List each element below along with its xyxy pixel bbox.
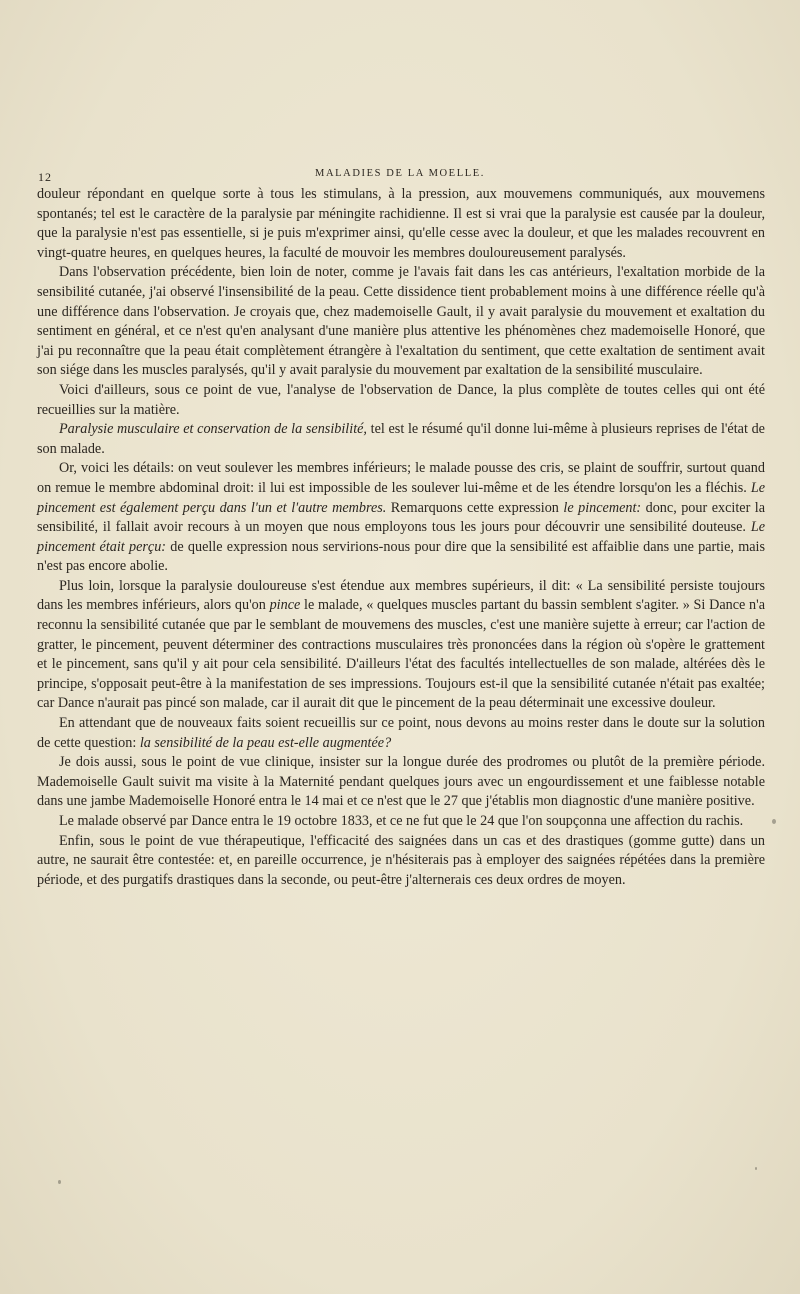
italic-text: la sensibilité de la peau est-elle augmentée? bbox=[139, 734, 392, 751]
paragraph bbox=[37, 832, 765, 891]
text-run: de quelle expression nous servirions-nous pour dire que la sensibilité est affaiblie dans une partie, mais n'est pas encore abolie. bbox=[37, 538, 765, 575]
text-run: Remarquons cette expression bbox=[386, 499, 564, 516]
italic-text: Paralysie musculaire et conservation de la sensibilité, bbox=[59, 421, 367, 438]
ink-speck bbox=[58, 1180, 61, 1184]
text-run: tel est le résumé qu'il donne lui-même à plusieurs reprises de l'état de son malade. bbox=[37, 421, 765, 457]
paragraph bbox=[37, 263, 765, 381]
italic-text: Le pincement était perçu: bbox=[37, 519, 765, 555]
paragraph bbox=[37, 577, 765, 714]
running-title: MALADIES DE LA MOELLE. bbox=[315, 168, 485, 179]
italic-text: le pincement: bbox=[563, 499, 642, 516]
text-run: Je dois aussi, sous le point de vue clinique, insister sur la longue durée des prodromes ou plutôt de la première période. Mademoiselle Gault suivit ma visite à la Maternité pendant quelques jours avec un engourdissement et une faiblesse notable dans une jambe Mademoiselle Honoré entra le 14 mai et ce n'est que le 27 que j'établis mon diagnostic d'une manière positive. bbox=[37, 754, 765, 810]
text-run: Enfin, sous le point de vue thérapeutique, l'efficacité des saignées dans un cas et des drastiques (gomme gutte) dans un autre, ne saurait être contestée: et, en pareille occurrence, je n'hésiterais pas à employer des saignées répétées dans la première période, et des purgatifs drastiques dans la seconde, ou peut-être j'alternerais ces deux ordres de moyen. bbox=[37, 832, 765, 888]
text-run: Dans l'observation précédente, bien loin de noter, comme je l'avais fait dans les cas antérieurs, l'exaltation morbide de la sensibilité cutanée, j'ai observé l'insensibilité de la peau. Cette dissidence tient probablement moins à une différence réelle qu'à une différence dans l'observation. Je croyais que, chez mademoiselle Gault, il y avait paralysie du mouvement et exaltation du sentiment en général, et ce n'est qu'en analysant d'une manière plus attentive les phénomènes chez mademoiselle Honoré, que j'ai pu reconnaître que la peau était complètement étrangère à l'exaltation du sentiment, que cette exaltation de sentiment avait son siége dans les muscles paralysés, qu'il y avait paralysie du mouvement par exaltation de la sensibilité musculaire. bbox=[37, 264, 765, 379]
text-run: Le malade observé par Dance entra le 19 octobre 1833, et ce ne fut que le 24 que l'on soupçonna une affection du rachis. bbox=[59, 813, 744, 829]
text-run: En attendant que de nouveaux faits soient recueillis sur ce point, nous devons au moins rester dans le doute sur la solution de cette question: bbox=[37, 715, 765, 751]
paragraph bbox=[37, 753, 765, 812]
paragraph bbox=[37, 420, 765, 459]
italic-text: pince bbox=[269, 597, 301, 614]
page-header bbox=[0, 168, 800, 186]
text-run: Or, voici les détails: on veut soulever les membres inférieurs; le malade pousse des cris, se plaint de souffrir, surtout quand on remue le membre abdominal droit: il lui est impossible de les soulever lui-même et de les étendre lorsqu'on les a fléchis. bbox=[37, 460, 765, 496]
paragraph bbox=[37, 459, 765, 577]
paragraph bbox=[37, 812, 765, 832]
text-run: le malade, « quelques muscles partant du bassin semblent s'agiter. » Si Dance n'a reconnu la sensibilité cutanée que par le semblant de mouvemens des muscles, c'est une manière sujette à erreur; car l'action de gratter, le pincement, peuvent déterminer des contractions musculaires très prononcées dans la région où s'opère le grattement et le pincement, sans qu'il y ait pour cela sensibilité. D'ailleurs l'état des facultés intellectuelles de son malade, altérées dès le principe, s'opposait peut-être à la manifestation de ses impressions. Toujours est-il que la sensibilité cutanée n'était pas exaltée; car Dance n'aurait pas pincé son malade, car il aurait dit que le pincement de la peau déterminait une excessive douleur. bbox=[37, 597, 765, 712]
text-run: douleur répondant en quelque sorte à tous les stimulans, à la pression, aux mouvemens communiqués, aux mouvemens spontanés; tel est le caractère de la paralysie par méningite rachidienne. Il est si vrai que la paralysie est causée par la douleur, que la paralysie n'est pas essentielle, si je puis m'exprimer ainsi, qu'elle cesse avec la douleur, et que les malades recouvrent en vingt-quatre heures, en quelques heures, la faculté de mouvoir les membres douloureusement paralysés. bbox=[37, 186, 765, 261]
body-text bbox=[37, 185, 765, 890]
page-number: 12 bbox=[38, 170, 52, 184]
paragraph bbox=[37, 714, 765, 753]
text-run: Voici d'ailleurs, sous ce point de vue, l'analyse de l'observation de Dance, la plus complète de toutes celles qui ont été recueillies sur la matière. bbox=[37, 381, 765, 418]
italic-text: Le pincement est également perçu dans l'un et l'autre membres. bbox=[37, 479, 765, 516]
paragraph bbox=[37, 381, 765, 420]
ink-speck bbox=[755, 1167, 757, 1170]
paragraph bbox=[37, 185, 765, 263]
text-run: Plus loin, lorsque la paralysie douloureuse s'est étendue aux membres supérieurs, il dit: « La sensibilité persiste toujours dans les membres inférieurs, alors qu'on bbox=[37, 577, 765, 614]
text-run: donc, pour exciter la sensibilité, il fallait avoir recours à un moyen que nous employons tous les jours pour découvrir une sensibilité douteuse. bbox=[37, 499, 766, 536]
ink-speck bbox=[772, 819, 776, 824]
